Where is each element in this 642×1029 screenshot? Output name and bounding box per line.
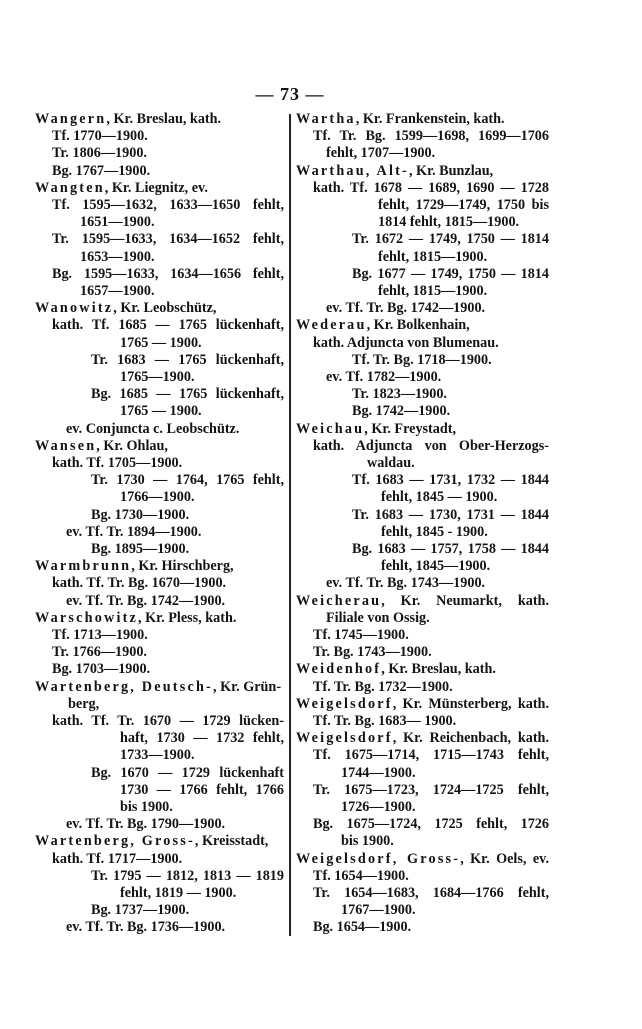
record-line: 1744—1900. <box>341 764 416 781</box>
record-line: ev. Tf. Tr. 1894—1900. <box>66 523 202 540</box>
record-line: kath. Tf. 1678 — 1689, 1690 — 1728 <box>313 179 549 196</box>
place-details: , Kr. Neumarkt, kath. <box>381 592 549 609</box>
record-line: Tf. Tr. Bg. 1718—1900. <box>352 351 492 368</box>
place-details: , Kr. Münsterberg, kath. <box>392 695 549 712</box>
entry-heading <box>296 730 549 747</box>
record-line: ev. Tf. Tr. Bg. 1742—1900. <box>326 300 486 317</box>
record-line: ev. Tf. 1782—1900. <box>326 369 442 385</box>
record-line: kath. Tf. 1717—1900. <box>52 850 183 867</box>
entry-heading <box>35 833 284 850</box>
place-details: , Kr. Grün- <box>212 678 282 695</box>
entry-heading <box>35 610 284 627</box>
page-number: — 73 — <box>255 84 325 104</box>
record-line: Bg. 1895—1900. <box>91 541 190 557</box>
record-line: kath. Tf. Tr. Bg. 1670—1900. <box>52 575 227 592</box>
entry-heading <box>35 111 284 128</box>
record-line: fehlt, 1845—1900. <box>381 558 491 575</box>
record-line: Tr. Bg. 1743—1900. <box>313 644 432 661</box>
record-line: fehlt, 1707—1900. <box>326 145 436 162</box>
record-line: berg, <box>68 695 100 712</box>
record-line: Bg. 1703—1900. <box>52 661 151 678</box>
record-line: 1733—1900. <box>120 747 195 764</box>
record-line: kath. Tf. Tr. 1670 — 1729 lücken- <box>52 713 284 729</box>
record-line: Bg. 1685 — 1765 lückenhaft, <box>91 386 284 403</box>
record-line: Bg. 1654—1900. <box>313 919 412 936</box>
record-line: 1765 — 1900. <box>120 334 202 351</box>
place-name: Weichau <box>296 420 365 437</box>
record-line: Tf. 1745—1900. <box>313 627 409 643</box>
record-line: 1767—1900. <box>341 902 416 919</box>
record-line: Tr. 1730 — 1764, 1765 fehlt, <box>91 472 284 489</box>
entry-heading <box>35 300 284 317</box>
record-line: 1651—1900. <box>80 214 155 231</box>
record-line: Bg. 1675—1724, 1725 fehlt, 1726 <box>313 816 549 833</box>
place-details: , Kr. Pless, kath. <box>138 609 237 626</box>
record-line: kath. Adjuncta von Ober-Herzogs- <box>313 437 549 454</box>
place-name: Wartenberg, Gross- <box>35 833 195 850</box>
place-name: Warschowitz <box>35 609 139 626</box>
record-line: 1730 — 1766 fehlt, 1766 <box>120 781 284 798</box>
place-details: , Kr. Oels, ev. <box>460 850 549 867</box>
entry-heading <box>35 438 284 455</box>
record-line: Tr. 1683 — 1730, 1731 — 1844 <box>352 506 549 523</box>
record-line: Tr. 1766—1900. <box>52 644 147 661</box>
place-details: , Kreisstadt, <box>194 833 269 850</box>
entry-heading <box>296 111 549 128</box>
record-line: Bg. 1730—1900. <box>91 506 190 523</box>
record-line: 1657—1900. <box>80 283 155 299</box>
record-line: Tr. 1823—1900. <box>352 386 447 403</box>
record-line: ev. Tf. Tr. Bg. 1736—1900. <box>66 919 226 936</box>
entry-heading <box>296 163 549 180</box>
record-line: Tf. 1770—1900. <box>52 128 148 145</box>
record-line: Tf. 1654—1900. <box>313 867 409 884</box>
record-line: ev. Tf. Tr. Bg. 1742—1900. <box>66 592 226 609</box>
record-line: fehlt, 1815—1900. <box>378 283 488 299</box>
record-line: Bg. 1742—1900. <box>352 403 451 420</box>
place-details: , Kr. Bolkenhain, <box>366 317 470 334</box>
record-line: kath. Tf. 1705—1900. <box>52 455 183 471</box>
record-line: waldau. <box>367 455 415 471</box>
record-line: Tf. 1675—1714, 1715—1743 fehlt, <box>313 747 549 764</box>
record-line: Tf. 1595—1632, 1633—1650 fehlt, <box>52 197 284 213</box>
record-line: 1766—1900. <box>120 489 195 506</box>
entry-heading <box>296 696 549 713</box>
place-name: Weicherau <box>296 592 382 609</box>
record-line: kath. Tf. 1685 — 1765 lückenhaft, <box>52 317 284 334</box>
record-line: fehlt, 1845 - 1900. <box>381 523 488 540</box>
record-line: Tr. 1654—1683, 1684—1766 fehlt, <box>313 885 549 901</box>
place-name: Wangten <box>35 179 105 196</box>
place-name: Warmbrunn <box>35 558 132 575</box>
place-name: Wangern <box>35 111 107 127</box>
record-line: Tr. 1675—1723, 1724—1725 fehlt, <box>313 781 549 798</box>
entry-heading <box>35 558 284 575</box>
record-line: Tf. 1713—1900. <box>52 627 148 643</box>
record-line: 1814 fehlt, 1815—1900. <box>378 214 520 231</box>
entry-heading <box>296 661 549 678</box>
record-line: Bg. 1677 — 1749, 1750 — 1814 <box>352 265 549 282</box>
place-details: , Kr. Hirschberg, <box>131 558 234 575</box>
record-line: bis 1900. <box>120 799 173 815</box>
place-name: Wederau <box>296 317 367 334</box>
place-name: Wartha <box>296 111 356 127</box>
place-details: , Kr. Bunzlau, <box>408 162 494 179</box>
place-details: , Kr. Liegnitz, ev. <box>104 179 208 196</box>
record-line: Tr. 1683 — 1765 lückenhaft, <box>91 351 284 368</box>
record-line: fehlt, 1845 — 1900. <box>381 489 498 506</box>
place-details: , Kr. Reichenbach, kath. <box>392 730 549 747</box>
place-name: Weigelsdorf, Gross- <box>296 850 461 867</box>
record-line: haft, 1730 — 1732 fehlt, <box>120 730 284 747</box>
record-line: Tf. Tr. Bg. 1732—1900. <box>313 678 453 695</box>
record-line: Filiale von Ossig. <box>326 609 430 626</box>
record-line: ev. Tf. Tr. Bg. 1743—1900. <box>326 575 486 592</box>
record-line: Tf. Tr. Bg. 1683— 1900. <box>313 713 457 729</box>
record-line: fehlt, 1729—1749, 1750 bis <box>378 197 549 213</box>
record-line: Tf. 1683 — 1731, 1732 — 1844 <box>352 472 549 489</box>
place-name: Wansen <box>35 437 97 454</box>
entry-heading <box>296 851 549 868</box>
record-line: Tr. 1595—1633, 1634—1652 fehlt, <box>52 231 284 248</box>
record-line: 1726—1900. <box>341 799 416 815</box>
record-line: kath. Adjuncta von Blumenau. <box>313 334 499 351</box>
entry-heading <box>35 679 284 696</box>
record-line: Bg. 1595—1633, 1634—1656 fehlt, <box>52 265 284 282</box>
record-line: 1765 — 1900. <box>120 403 202 420</box>
place-details: , Kr. Breslau, kath. <box>381 661 496 678</box>
record-line: Tr. 1672 — 1749, 1750 — 1814 <box>352 231 549 248</box>
place-details: , Kr. Frankenstein, kath. <box>355 111 505 127</box>
record-line: 1653—1900. <box>80 248 155 265</box>
record-line: Bg. 1767—1900. <box>52 162 151 179</box>
place-name: Weigelsdorf <box>296 695 393 712</box>
place-details: , Kr. Breslau, kath. <box>106 111 222 127</box>
entry-heading <box>296 317 549 334</box>
entry-heading <box>296 593 549 610</box>
record-line: Tr. 1795 — 1812, 1813 — 1819 <box>91 867 284 884</box>
record-line: fehlt, 1815—1900. <box>378 248 488 265</box>
place-name: Wartenberg, Deutsch- <box>35 678 213 695</box>
place-details: , Kr. Ohlau, <box>96 437 168 454</box>
place-name: Wanowitz <box>35 300 114 317</box>
record-line: Tr. 1806—1900. <box>52 145 147 162</box>
place-details: , Kr. Leobschütz, <box>113 300 217 317</box>
record-line: Bg. 1683 — 1757, 1758 — 1844 <box>352 541 549 557</box>
record-line: fehlt, 1819 — 1900. <box>120 885 237 901</box>
place-name: Warthau, Alt- <box>296 162 409 179</box>
place-name: Weigelsdorf <box>296 730 393 747</box>
place-name: Weidenhof <box>296 661 382 678</box>
record-line: Bg. 1670 — 1729 lückenhaft <box>91 764 284 781</box>
record-line: ev. Tf. Tr. Bg. 1790—1900. <box>66 816 226 833</box>
record-line: ev. Conjuncta c. Leobschütz. <box>66 420 240 437</box>
column-divider <box>289 114 291 936</box>
place-details: , Kr. Freystadt, <box>364 420 457 437</box>
record-line: Bg. 1737—1900. <box>91 902 190 919</box>
record-line: 1765—1900. <box>120 369 195 385</box>
record-line: Tf. Tr. Bg. 1599—1698, 1699—1706 <box>313 128 549 145</box>
entry-heading <box>296 421 549 438</box>
entry-heading <box>35 180 284 197</box>
record-line: bis 1900. <box>341 833 394 850</box>
